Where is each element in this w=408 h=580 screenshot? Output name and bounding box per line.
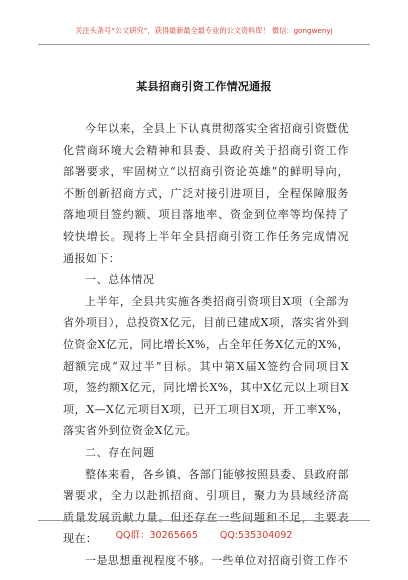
- qq-number-label: QQ:535304092: [219, 530, 293, 541]
- section-heading-problems: 二、存在问题: [85, 445, 155, 459]
- footer-divider: [38, 520, 370, 521]
- section-heading-overview: 一、总体情况: [85, 273, 155, 287]
- paragraph-overview: 上半年，全县共实施各类招商引资项目X项（全部为省外项目），总投资X亿元，目前已建成X项，落实省外到位资金X亿元，同比增长X%，占全年任务X亿元的X%，超额完成“双过半”目标。其中第X届X签约合同项目X项，签约额X亿元，同比增长X%，其中X亿元以上项目X项，X—X亿元项目X项，已开工项目X项，开工率X%，落实省外到位资金X亿元。: [63, 294, 349, 438]
- header-banner: 关注头条号“公文研究”，获得最新最全最专业的公文资料库！ 微信：gongwenyj: [75, 26, 333, 35]
- paragraph-problem-one: 一是思想重视程度不够。一些单位对招商引资工作不: [85, 553, 349, 567]
- document-title: 某县招商引资工作情况通报: [136, 80, 272, 93]
- paragraph-problems: 整体来看，各乡镇、各部门能够按照县委、县政府部署要求，全力以赴抓招商、引项目，聚力为县域经济高质量发展贡献力量。但还存在一些问题和不足，主要表现在：: [63, 467, 349, 546]
- header-divider: [38, 44, 370, 45]
- document-body: [63, 118, 349, 571]
- qq-group-label: QQ群：30265665: [115, 530, 198, 541]
- paragraph-intro: 今年以来，全县上下认真贯彻落实全省招商引资暨优化营商环境大会精神和县委、县政府关于招商引资工作部署要求，牢固树立“以招商引资论英雄”的鲜明导向，不断创新招商方式，广泛对接引进项目，全程保障服务落地项目签约额、项目落地率、资金到位率等均保持了较快增长。现将上半年全县招商引资工作任务完成情况通报如下：: [63, 122, 349, 265]
- footer-contact: [0, 530, 408, 542]
